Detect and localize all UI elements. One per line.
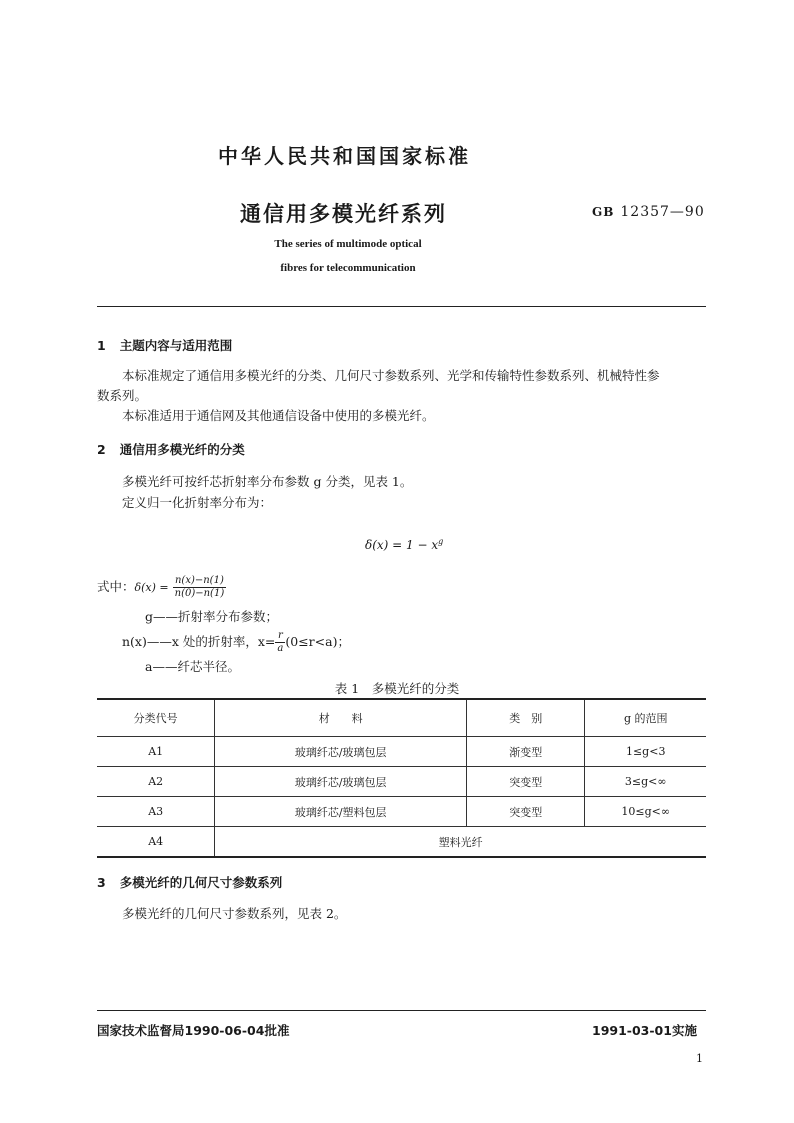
- table-cell: 玻璃纤芯/塑料包层: [215, 797, 467, 827]
- table-row: [97, 827, 706, 858]
- section-2-heading: [97, 440, 245, 458]
- def-n: [122, 630, 350, 655]
- table-header-row: [97, 699, 706, 737]
- formula-delta-exponent: g: [438, 537, 444, 546]
- def-a: a——纤芯半径。: [145, 659, 240, 674]
- section-3-title: 多模光纤的几何尺寸参数系列: [119, 875, 283, 890]
- table-row: [97, 737, 706, 767]
- table-header-cell: 分类代号: [97, 699, 215, 737]
- formula-delta: [365, 537, 443, 552]
- def-n-numerator: r: [275, 630, 285, 643]
- table-1: [97, 698, 706, 858]
- section-2-para2: 定义归一化折射率分布为：: [122, 495, 273, 510]
- table-row: [97, 767, 706, 797]
- english-title-line2: fibres for telecommunication: [280, 262, 416, 274]
- section-3-para1: 多模光纤的几何尺寸参数系列，见表 2。: [122, 906, 347, 921]
- section-2-number: 2: [97, 442, 106, 457]
- implementation-line: 1991-03-01实施: [592, 1023, 697, 1038]
- table-cell: 玻璃纤芯/玻璃包层: [215, 767, 467, 797]
- standard-code-number: 12357—90: [620, 204, 705, 220]
- english-title-line1: The series of multimode optical: [274, 238, 422, 250]
- table-cell: 3≤g<∞: [585, 767, 706, 797]
- standard-code-prefix: GB: [592, 205, 615, 219]
- table-cell: 突变型: [467, 797, 585, 827]
- section-1-para2: 本标准适用于通信网及其他通信设备中使用的多模光纤。: [122, 408, 435, 423]
- where-label: 式中：: [97, 579, 135, 594]
- section-1-para1-line2: 数系列。: [97, 388, 148, 403]
- section-1-number: 1: [97, 338, 106, 353]
- table-1-caption: 表 1 多模光纤的分类: [334, 681, 460, 696]
- header-divider: [97, 306, 706, 307]
- section-1-para1-line1: 本标准规定了通信用多模光纤的分类、几何尺寸参数系列、光学和传输特性参数系列、机械特性参: [122, 368, 660, 383]
- def-n-fraction: [275, 630, 285, 655]
- def-g: g——折射率分布参数；: [145, 609, 279, 624]
- section-2-para1: 多模光纤可按纤芯折射率分布参数 g 分类，见表 1。: [122, 474, 413, 489]
- footer-divider: [97, 1010, 706, 1011]
- table-cell: 渐变型: [467, 737, 585, 767]
- formula-where-block: [97, 575, 226, 600]
- table-cell: 10≤g<∞: [585, 797, 706, 827]
- formula-delta-body: δ(x) = 1 − x: [365, 538, 439, 552]
- national-standard-title: 中华人民共和国国家标准: [218, 144, 471, 168]
- section-1-title: 主题内容与适用范围: [119, 338, 233, 353]
- delta-lhs: δ(x) =: [134, 581, 169, 594]
- standard-code: [592, 204, 705, 220]
- table-cell: A1: [97, 737, 215, 767]
- section-3-heading: [97, 873, 282, 891]
- table-cell: 1≤g<3: [585, 737, 706, 767]
- table-header-cell: 材 料: [215, 699, 467, 737]
- section-3-number: 3: [97, 875, 106, 890]
- def-n-suffix: (0≤r<a)；: [285, 634, 350, 649]
- def-n-prefix: n(x)——x 处的折射率，x=: [122, 634, 276, 649]
- table-cell: 突变型: [467, 767, 585, 797]
- table-header-cell: 类 别: [467, 699, 585, 737]
- page-number: 1: [696, 1052, 703, 1065]
- standard-title: 通信用多模光纤系列: [240, 202, 447, 226]
- table-header-cell: g 的范围: [585, 699, 706, 737]
- table-cell: A4: [97, 827, 215, 858]
- delta-fraction: [173, 575, 227, 600]
- delta-denominator: n(0)−n(1): [174, 588, 225, 599]
- table-row: [97, 797, 706, 827]
- approval-line: 国家技术监督局1990-06-04批准: [97, 1023, 290, 1038]
- table-cell: A3: [97, 797, 215, 827]
- section-2-title: 通信用多模光纤的分类: [119, 442, 245, 457]
- table-cell: A2: [97, 767, 215, 797]
- def-n-denominator: a: [277, 643, 284, 654]
- table-cell: 玻璃纤芯/玻璃包层: [215, 737, 467, 767]
- delta-numerator: n(x)−n(1): [173, 575, 227, 588]
- section-1-heading: [97, 336, 232, 354]
- table-cell: 塑料光纤: [215, 827, 706, 858]
